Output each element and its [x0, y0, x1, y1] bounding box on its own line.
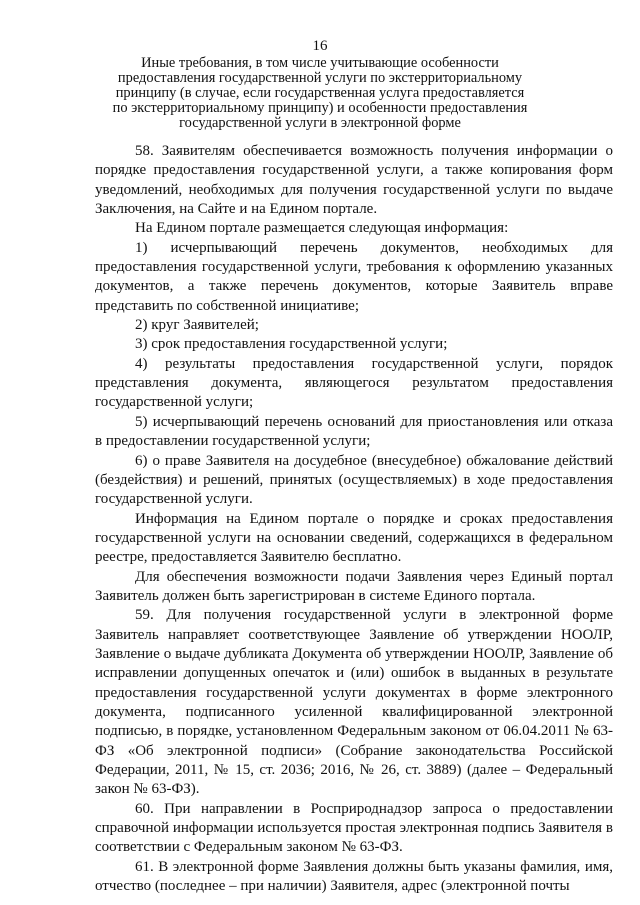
paragraph-61: 61. В электронной форме Заявления должны быть указаны фамилия, имя, отчество (последнее – при наличии) Заявителя, адрес (электронной почты [95, 858, 613, 895]
heading-line: государственной услуги в электронной форме [179, 115, 461, 131]
list-item-6: 6) о праве Заявителя на досудебное (внесудебное) обжалование действий (бездействия) и решений, принятых (осуществляемых) в ходе предоставления государственной услуги. [95, 452, 613, 508]
document-body [95, 142, 613, 896]
paragraph-free-info: Информация на Едином портале о порядке и сроках предоставления государственной услуги на основании сведений, содержащихся в федеральном реестре, предоставляется Заявителю бесплатно. [95, 510, 613, 566]
list-item-3: 3) срок предоставления государственной услуги; [135, 336, 448, 353]
heading-line: по экстерриториальному принципу) и особенности предоставления [112, 100, 528, 116]
paragraph-portal-info: На Едином портале размещается следующая информация: [135, 220, 509, 237]
heading-line: Иные требования, в том числе учитывающие особенности [141, 55, 499, 71]
list-item-1: 1) исчерпывающий перечень документов, необходимых для предоставления государственной услуги, требования к оформлению указанных документов, а также перечень документов, которые Заявитель вправе представить по собственной инициативе; [95, 239, 613, 314]
list-item-4: 4) результаты предоставления государственной услуги, порядок представления документа, являющегося результатом предоставления государственной услуги; [95, 355, 613, 411]
paragraph-60: 60. При направлении в Росприроднадзор запроса о предоставлении справочной информации используется простая электронная подпись Заявителя в соответствии с Федеральным законом № 63-ФЗ. [95, 800, 613, 856]
heading-line: принципу (в случае, если государственная услуга предоставляется [115, 85, 525, 101]
paragraph-59: 59. Для получения государственной услуги в электронной форме Заявитель направляет соответствующее Заявление об утверждении НООЛР, Заявление о выдаче дубликата Документа об утверждении НООЛР, Заявление об исправлении допущенных опечаток и (или) ошибок в выданных в результате предоставления государственной услуги документах в форме электронного документа, подписанного усиленной квалифицированной электронной подписью, в порядке, установленном Федеральным законом от 06.04.2011 № 63-ФЗ «Об электронной подписи» (Собрание законодательства Российской Федерации, 2011, № 15, ст. 2036; 2016, № 26, ст. 3889) (далее – Федеральный закон № 63-ФЗ). [95, 607, 613, 798]
list-item-2: 2) круг Заявителей; [135, 317, 259, 334]
paragraph-registration: Для обеспечения возможности подачи Заявления через Единый портал Заявитель должен быть зарегистрирован в системе Единого портала. [95, 568, 613, 604]
section-heading [95, 56, 545, 131]
page-number: 16 [312, 38, 328, 54]
paragraph-58: 58. Заявителям обеспечивается возможность получения информации о порядке предоставления государственной услуги, а также копирования форм уведомлений, необходимых для получения государственной услуги по выдаче Заключения, на Сайте и на Едином портале. [95, 143, 613, 218]
heading-line: предоставления государственной услуги по экстерриториальному [117, 70, 523, 86]
list-item-5: 5) исчерпывающий перечень оснований для приостановления или отказа в предоставлении государственной услуги; [95, 413, 613, 450]
